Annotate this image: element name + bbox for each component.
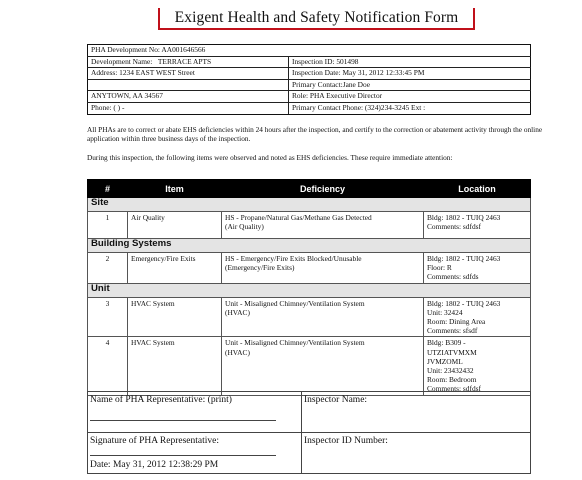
inspector-id-label: Inspector ID Number: [304,436,388,446]
row-location: Bldg: B309 - UTZIATVMXM JVMZOML Unit: 23432432 Room: Bedroom Comments: sdfdsf [424,337,531,395]
section-building-systems: Building Systems [88,239,531,253]
row-location: Bldg: 1802 - TUIQ 2463 Comments: sdfdsf [424,212,531,239]
pha-representative-name-cell[interactable] [88,392,302,433]
inspection-info-table [87,44,531,115]
row-item: HVAC System [128,337,222,395]
row-deficiency: Unit - Misaligned Chimney/Ventilation System (HVAC) [222,337,424,395]
row-deficiency: HS - Emergency/Fire Exits Blocked/Unusable (Emergency/Fire Exits) [222,253,424,284]
phone: Phone: ( ) - [88,102,289,114]
signature-table [87,391,531,474]
inspection-date: Inspection Date: May 31, 2012 12:33:45 PM [289,68,531,80]
development-name [88,56,289,68]
row-number: 2 [88,253,128,284]
instructions-paragraph: All PHAs are to correct or abate EHS deficiencies within 24 hours after the inspection, and certify to the correction or abatement activity through the online application within three business days of the inspection. [87,125,543,143]
pha-representative-name-line [90,420,276,421]
primary-contact-label: Primary Contact: [292,79,343,89]
inspector-name-cell[interactable] [302,392,531,433]
section-site: Site [88,198,531,212]
row-item: Emergency/Fire Exits [128,253,222,284]
row-number: 4 [88,337,128,395]
address-value: 1234 EAST WEST Street [119,68,195,78]
inspection-id: Inspection ID: 501498 [289,56,531,68]
primary-contact [289,79,531,91]
deficiency-table [87,179,531,396]
pha-representative-signature-cell[interactable] [88,433,302,474]
address [88,68,289,80]
inspector-name-label: Inspector Name: [304,395,368,405]
signature-line [90,455,276,456]
column-header-number: # [88,180,128,198]
pha-representative-signature-label: Signature of PHA Representative: [90,436,220,446]
contact-role: Role: PHA Executive Director [289,91,531,103]
row-number: 1 [88,212,128,239]
row-location: Bldg: 1802 - TUIQ 2463 Unit: 32424 Room: Dining Area Comments: sfsdf [424,297,531,337]
address-label: Address: [91,68,118,78]
section-unit: Unit [88,283,531,297]
column-header-deficiency: Deficiency [222,180,424,198]
table-row [88,212,531,239]
row-deficiency: Unit - Misaligned Chimney/Ventilation System (HVAC) [222,297,424,337]
development-name-value: TERRACE APTS [157,56,212,66]
signature-date: Date: May 31, 2012 12:38:29 PM [90,460,219,470]
pha-development-number: PHA Development No: AA001646566 [88,45,531,57]
row-number: 3 [88,297,128,337]
column-header-location: Location [424,180,531,198]
table-row [88,337,531,395]
city-state-zip: ANYTOWN, AA 34567 [88,91,289,103]
primary-contact-value: Jane Doe [342,79,370,89]
inspector-id-cell[interactable] [302,433,531,474]
primary-contact-phone: Primary Contact Phone: (324)234-3245 Ext : [289,102,531,114]
row-location: Bldg: 1802 - TUIQ 2463 Floor: R Comments: sdfds [424,253,531,284]
deficiency-intro-paragraph: During this inspection, the following items were observed and noted as EHS deficiencies. These require immediate attention: [87,153,453,162]
pha-representative-name-label: Name of PHA Representative: (print) [90,395,232,405]
address-blank [88,79,289,91]
table-row [88,253,531,284]
row-item: HVAC System [128,297,222,337]
column-header-item: Item [128,180,222,198]
development-name-label: Development Name: [91,56,153,66]
form-title: Exigent Health and Safety Notification Form [158,8,475,30]
row-deficiency: HS - Propane/Natural Gas/Methane Gas Detected (Air Quality) [222,212,424,239]
table-row [88,297,531,337]
row-item: Air Quality [128,212,222,239]
